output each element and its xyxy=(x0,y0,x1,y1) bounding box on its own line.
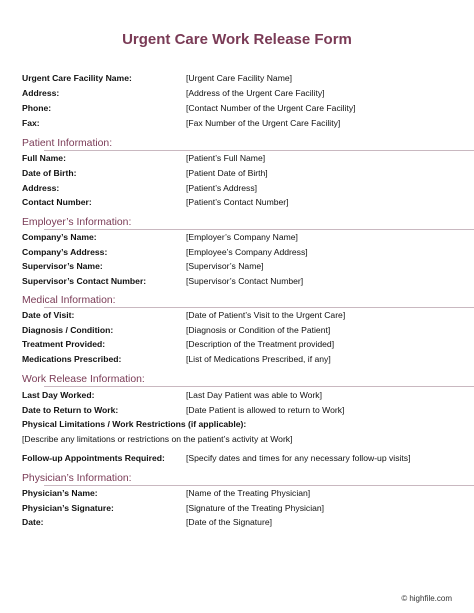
restrictions-label: Physical Limitations / Work Restrictions (if applicable): xyxy=(22,419,247,429)
field-value: [Employer’s Company Name] xyxy=(186,232,298,242)
field-label: Diagnosis / Condition: xyxy=(22,325,114,335)
field-label: Address: xyxy=(22,88,60,98)
section-heading-work-release xyxy=(22,373,145,386)
supervisor-contact-row xyxy=(22,276,304,287)
field-value: [Urgent Care Facility Name] xyxy=(186,73,293,83)
field-label: Company’s Address: xyxy=(22,247,108,257)
field-label: Date: xyxy=(22,517,44,527)
field-label: Medications Prescribed: xyxy=(22,354,122,364)
field-value: [Patient’s Full Name] xyxy=(186,153,266,163)
section-heading-medical xyxy=(22,294,116,307)
supervisor-name-row xyxy=(22,261,264,272)
company-address-row xyxy=(22,247,308,258)
section-divider xyxy=(44,150,474,151)
field-label: Company’s Name: xyxy=(22,232,97,242)
field-value: [Employee’s Company Address] xyxy=(186,247,308,257)
form-title: Urgent Care Work Release Form xyxy=(122,31,352,48)
facility-address-row xyxy=(22,88,325,99)
field-value: [Supervisor’s Name] xyxy=(186,261,264,271)
section-divider xyxy=(44,485,474,486)
field-label: Supervisor’s Contact Number: xyxy=(22,276,147,286)
section-title: Patient Information: xyxy=(22,138,113,149)
field-label: Last Day Worked: xyxy=(22,390,95,400)
field-value: [Name of the Treating Physician] xyxy=(186,488,311,498)
field-label: Urgent Care Facility Name: xyxy=(22,73,132,83)
facility-fax-row xyxy=(22,118,341,129)
last-day-worked-row xyxy=(22,390,322,401)
field-label: Follow-up Appointments Required: xyxy=(22,453,165,463)
company-name-row xyxy=(22,232,298,243)
physician-signature-row xyxy=(22,503,325,514)
field-label: Phone: xyxy=(22,103,52,113)
treatment-row xyxy=(22,339,335,350)
section-heading-patient xyxy=(22,137,112,150)
section-divider xyxy=(44,307,474,308)
section-title: Physician’s Information: xyxy=(22,473,132,484)
patient-name-row xyxy=(22,153,266,164)
field-label: Supervisor’s Name: xyxy=(22,261,103,271)
field-label: Physician’s Signature: xyxy=(22,503,114,513)
footer-link[interactable]: highfile.com xyxy=(409,594,452,603)
field-label: Fax: xyxy=(22,118,40,128)
field-label: Contact Number: xyxy=(22,197,92,207)
section-divider xyxy=(44,229,474,230)
section-heading-physician xyxy=(22,472,132,485)
field-label: Address: xyxy=(22,183,60,193)
section-title: Work Release Information: xyxy=(22,374,145,385)
section-heading-employer xyxy=(22,216,131,229)
field-label: Date of Birth: xyxy=(22,168,77,178)
followup-row xyxy=(22,453,411,464)
field-label: Date of Visit: xyxy=(22,310,75,320)
field-label: Date to Return to Work: xyxy=(22,405,119,415)
field-value: [Date of the Signature] xyxy=(186,517,272,527)
medications-row xyxy=(22,354,331,365)
footer-credit xyxy=(401,594,452,603)
section-title: Employer’s Information: xyxy=(22,217,132,228)
section-title: Medical Information: xyxy=(22,295,116,306)
field-value: [Patient’s Contact Number] xyxy=(186,197,289,207)
field-label: Full Name: xyxy=(22,153,66,163)
patient-dob-row xyxy=(22,168,268,179)
patient-contact-row xyxy=(22,197,289,208)
physician-name-row xyxy=(22,488,311,499)
facility-name-row xyxy=(22,73,293,84)
field-value: [Description of the Treatment provided] xyxy=(186,339,335,349)
facility-phone-row xyxy=(22,103,356,114)
field-value: [Address of the Urgent Care Facility] xyxy=(186,88,325,98)
patient-address-row xyxy=(22,183,258,194)
field-value: [Patient’s Address] xyxy=(186,183,258,193)
field-value: [Signature of the Treating Physician] xyxy=(186,503,325,513)
field-value: [Specify dates and times for any necessary follow-up visits] xyxy=(186,453,411,463)
field-value: [Supervisor’s Contact Number] xyxy=(186,276,304,286)
field-value: [Date Patient is allowed to return to Work] xyxy=(186,405,345,415)
field-label: Physician’s Name: xyxy=(22,488,98,498)
field-value: [Diagnosis or Condition of the Patient] xyxy=(186,325,331,335)
field-value: [Patient Date of Birth] xyxy=(186,168,268,178)
section-divider xyxy=(44,386,474,387)
return-date-row xyxy=(22,405,345,416)
field-label: Treatment Provided: xyxy=(22,339,106,349)
field-value: [List of Medications Prescribed, if any] xyxy=(186,354,331,364)
diagnosis-row xyxy=(22,325,331,336)
copyright-icon: © xyxy=(401,594,408,603)
visit-date-row xyxy=(22,310,346,321)
field-value: [Contact Number of the Urgent Care Facility] xyxy=(186,103,356,113)
restrictions-value: [Describe any limitations or restrictions on the patient’s activity at Work] xyxy=(22,434,293,444)
field-value: [Date of Patient’s Visit to the Urgent Care] xyxy=(186,310,346,320)
field-value: [Last Day Patient was able to Work] xyxy=(186,390,322,400)
signature-date-row xyxy=(22,517,272,528)
field-value: [Fax Number of the Urgent Care Facility] xyxy=(186,118,341,128)
